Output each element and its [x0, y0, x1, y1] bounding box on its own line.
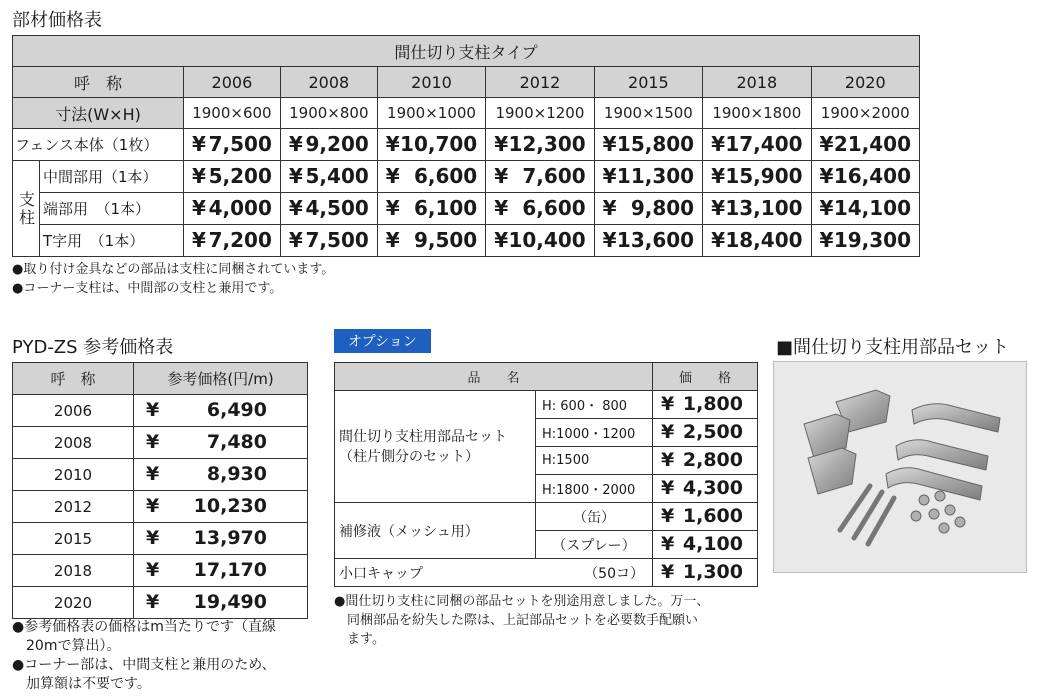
- yen-sign: ¥: [191, 196, 206, 220]
- ref-price-cell: [134, 491, 308, 523]
- price-cell: [183, 129, 280, 161]
- parts-set-label-line1: 間仕切り支柱用部品セット: [339, 428, 507, 445]
- price-value: 4,000: [208, 196, 272, 220]
- yen-sign: ¥: [191, 164, 206, 188]
- yen-sign: ¥: [288, 132, 303, 156]
- price-value: 15,800: [616, 132, 695, 156]
- price-value: 13,970: [193, 527, 267, 549]
- size-cell: 1900×600: [183, 98, 280, 129]
- parts-set-label-line2: （柱片側分のセット）: [339, 448, 479, 465]
- price-cell: [703, 129, 811, 161]
- yen-sign: ¥: [146, 527, 160, 549]
- yen-sign: ¥: [385, 132, 400, 156]
- price-cell: [811, 225, 919, 257]
- yen-sign: ¥: [146, 399, 160, 421]
- price-cell: [377, 129, 485, 161]
- yen-sign: ¥: [819, 228, 834, 252]
- yen-sign: ¥: [494, 164, 509, 188]
- parts-size: H:1500: [536, 447, 653, 475]
- year-header: 2012: [486, 67, 594, 98]
- yen-sign: ¥: [494, 196, 509, 220]
- ref-row: [13, 491, 308, 523]
- post-label: T字用 （1本）: [40, 225, 184, 257]
- ref-row: [13, 587, 308, 619]
- price-cell: ¥ 2,500: [653, 419, 758, 447]
- price-value: 15,900: [725, 164, 803, 188]
- price-value: 5,200: [208, 164, 272, 188]
- price-cell: [594, 129, 702, 161]
- price-value: 19,490: [193, 591, 267, 613]
- cap-row-label: [335, 559, 653, 587]
- price-cell: [703, 161, 811, 193]
- post-label: 中間部用（1本）: [40, 161, 184, 193]
- price-value: 21,400: [833, 132, 911, 156]
- price-cell: [594, 193, 702, 225]
- price-cell: [280, 129, 377, 161]
- yen-sign: ¥: [146, 591, 160, 613]
- note-line: ます。: [334, 632, 385, 647]
- ref-table-title: PYD-ZS 参考価格表: [12, 337, 174, 358]
- price-value: 10,400: [508, 228, 586, 252]
- year-header: 2015: [594, 67, 702, 98]
- price-cell: [811, 193, 919, 225]
- size-cell: 1900×1500: [594, 98, 702, 129]
- ref-price-cell: [134, 523, 308, 555]
- ref-name: 2018: [13, 555, 134, 587]
- yen-sign: ¥: [385, 196, 400, 220]
- price-value: 17,400: [725, 132, 803, 156]
- note-line: 同梱部品を紛失した際は、上記部品セットを必要数手配願い: [334, 613, 699, 628]
- type-header: 間仕切り支柱タイプ: [13, 36, 920, 67]
- price-cell: [811, 129, 919, 161]
- yen-sign: ¥: [602, 164, 617, 188]
- price-cell: [183, 193, 280, 225]
- price-value: 13,100: [725, 196, 803, 220]
- repair-label: 補修液（メッシュ用）: [335, 503, 536, 559]
- price-cell: [811, 161, 919, 193]
- yen-sign: ¥: [711, 228, 726, 252]
- ref-row: [13, 395, 308, 427]
- price-value: 4,500: [305, 196, 369, 220]
- yen-sign: ¥: [288, 164, 303, 188]
- ref-name: 2006: [13, 395, 134, 427]
- year-header: 2008: [280, 67, 377, 98]
- price-value: 7,500: [208, 132, 272, 156]
- ref-row: [13, 523, 308, 555]
- reference-price-table: [12, 362, 308, 619]
- price-cell: [280, 193, 377, 225]
- option-badge: オプション: [334, 329, 431, 353]
- parts-set-photo: [773, 361, 1027, 573]
- price-value: 6,600: [413, 164, 478, 188]
- yen-sign: ¥: [146, 559, 160, 581]
- price-value: 14,100: [833, 196, 911, 220]
- price-value: 10,700: [400, 132, 478, 156]
- cap-spec: （50コ）: [584, 566, 644, 582]
- ref-name: 2012: [13, 491, 134, 523]
- ref-row: [13, 555, 308, 587]
- price-cell: [703, 193, 811, 225]
- size-cell: 1900×1800: [703, 98, 811, 129]
- repair-spec: （スプレー）: [536, 531, 653, 559]
- size-cell: 1900×800: [280, 98, 377, 129]
- price-value: 6,490: [206, 399, 267, 421]
- size-cell: 1900×1000: [377, 98, 485, 129]
- price-value: 13,600: [616, 228, 695, 252]
- price-cell: [594, 225, 702, 257]
- price-value: 8,930: [206, 463, 267, 485]
- year-header: 2018: [703, 67, 811, 98]
- ref-notes: [12, 618, 276, 694]
- note-line: ●間仕切り支柱に同梱の部品セットを別途用意しました。万一、: [334, 594, 710, 609]
- price-cell: [183, 225, 280, 257]
- yen-sign: ¥: [819, 164, 834, 188]
- main-table-title: 部材価格表: [12, 10, 102, 31]
- price-cell: ¥ 1,800: [653, 391, 758, 419]
- ref-name: 2010: [13, 459, 134, 491]
- price-cell: [594, 161, 702, 193]
- post-group-label: 支柱: [13, 161, 40, 257]
- option-table: [334, 362, 758, 587]
- ref-name: 2020: [13, 587, 134, 619]
- price-cell: [280, 161, 377, 193]
- price-value: 18,400: [725, 228, 803, 252]
- ref-name: 2015: [13, 523, 134, 555]
- price-value: 7,480: [206, 431, 267, 453]
- price-value: 5,400: [305, 164, 369, 188]
- ref-name-header: 呼 称: [13, 363, 134, 395]
- opt-price-header: 価 格: [653, 363, 758, 391]
- note-line: ●コーナー部は、中間支柱と兼用のため、: [12, 657, 276, 673]
- year-header: 2010: [377, 67, 485, 98]
- main-price-table: [12, 35, 920, 257]
- bracket-shape: [804, 390, 1000, 500]
- yen-sign: ¥: [711, 132, 726, 156]
- price-value: 9,200: [305, 132, 369, 156]
- cap-label: 小口キャップ: [339, 565, 423, 582]
- price-value: 7,500: [305, 228, 369, 252]
- yen-sign: ¥: [711, 196, 726, 220]
- yen-sign: ¥: [385, 228, 400, 252]
- fence-label: フェンス本体（1枚）: [13, 129, 184, 161]
- price-cell: ¥ 1,300: [653, 559, 758, 587]
- price-cell: [377, 193, 485, 225]
- price-cell: [377, 225, 485, 257]
- note-line: 20mで算出）。: [12, 638, 121, 654]
- ref-name: 2008: [13, 427, 134, 459]
- price-cell: [486, 225, 594, 257]
- ref-price-cell: [134, 459, 308, 491]
- price-value: 16,400: [833, 164, 911, 188]
- price-cell: [486, 193, 594, 225]
- year-header: 2020: [811, 67, 919, 98]
- yen-sign: ¥: [494, 132, 509, 156]
- parts-set-label: [335, 391, 536, 503]
- price-cell: [486, 161, 594, 193]
- parts-size: H:1800・2000: [536, 475, 653, 503]
- price-value: 6,100: [413, 196, 478, 220]
- yen-sign: ¥: [385, 164, 400, 188]
- main-notes: [12, 260, 334, 298]
- parts-set-title: ■間仕切り支柱用部品セット: [776, 337, 1010, 358]
- bolt-shape: [840, 486, 894, 544]
- price-value: 10,230: [193, 495, 267, 517]
- ref-price-cell: [134, 587, 308, 619]
- note-line: ●コーナー支柱は、中間部の支柱と兼用です。: [12, 281, 283, 296]
- note-line: ●参考価格表の価格はm当たりです（直線: [12, 619, 276, 635]
- yen-sign: ¥: [819, 132, 834, 156]
- size-cell: 1900×1200: [486, 98, 594, 129]
- repair-spec: （缶）: [536, 503, 653, 531]
- yen-sign: ¥: [288, 228, 303, 252]
- yen-sign: ¥: [494, 228, 509, 252]
- name-header: 呼 称: [13, 67, 184, 98]
- price-value: 6,600: [522, 196, 586, 220]
- price-value: 9,500: [413, 228, 478, 252]
- opt-notes: [334, 592, 709, 649]
- yen-sign: ¥: [602, 228, 617, 252]
- ref-row: [13, 459, 308, 491]
- note-line: ●取り付け金具などの部品は支柱に同梱されています。: [12, 262, 335, 277]
- price-value: 17,170: [193, 559, 267, 581]
- opt-name-header: 品 名: [335, 363, 653, 391]
- ref-price-cell: [134, 395, 308, 427]
- yen-sign: ¥: [602, 132, 617, 156]
- ref-price-header: 参考価格(円/m): [134, 363, 308, 395]
- nut-shape: [911, 491, 965, 533]
- price-cell: [377, 161, 485, 193]
- price-cell: ¥ 1,600: [653, 503, 758, 531]
- parts-size: H: 600・ 800: [536, 391, 653, 419]
- price-cell: [486, 129, 594, 161]
- parts-size: H:1000・1200: [536, 419, 653, 447]
- price-value: 9,800: [630, 196, 695, 220]
- post-label: 端部用 （1本）: [40, 193, 184, 225]
- yen-sign: ¥: [146, 431, 160, 453]
- price-cell: ¥ 4,300: [653, 475, 758, 503]
- price-cell: ¥ 4,100: [653, 531, 758, 559]
- year-header: 2006: [183, 67, 280, 98]
- yen-sign: ¥: [191, 228, 206, 252]
- price-value: 11,300: [616, 164, 695, 188]
- ref-row: [13, 427, 308, 459]
- yen-sign: ¥: [191, 132, 206, 156]
- yen-sign: ¥: [711, 164, 726, 188]
- size-cell: 1900×2000: [811, 98, 919, 129]
- yen-sign: ¥: [819, 196, 834, 220]
- yen-sign: ¥: [602, 196, 617, 220]
- price-value: 19,300: [833, 228, 911, 252]
- price-cell: [280, 225, 377, 257]
- ref-price-cell: [134, 555, 308, 587]
- yen-sign: ¥: [146, 463, 160, 485]
- price-cell: ¥ 2,800: [653, 447, 758, 475]
- parts-illustration: [774, 362, 1026, 572]
- price-cell: [703, 225, 811, 257]
- yen-sign: ¥: [288, 196, 303, 220]
- note-line: 加算額は不要です。: [12, 676, 151, 692]
- size-header: 寸法(W×H): [13, 98, 184, 129]
- price-value: 7,200: [208, 228, 272, 252]
- yen-sign: ¥: [146, 495, 160, 517]
- price-value: 12,300: [508, 132, 586, 156]
- ref-price-cell: [134, 427, 308, 459]
- price-cell: [183, 161, 280, 193]
- price-value: 7,600: [522, 164, 586, 188]
